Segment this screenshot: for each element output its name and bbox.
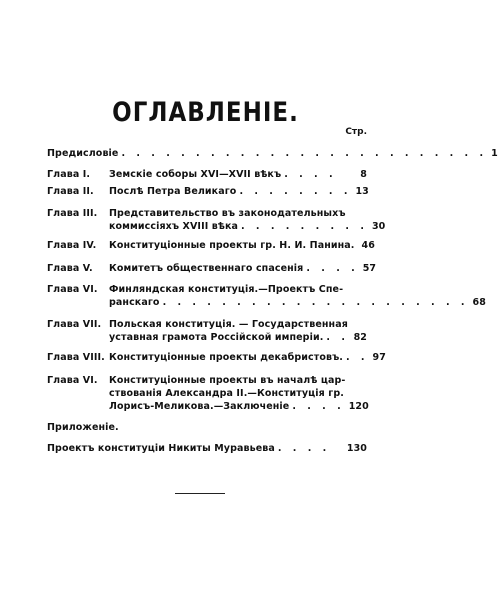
toc-entry-chapter-9[interactable] (47, 374, 367, 413)
toc-leader-dots: . . . . . . . . (239, 186, 352, 197)
toc-entry-chapter-8[interactable] (47, 351, 386, 364)
toc-entry-text: ранскаго (109, 297, 160, 308)
toc-entry-text: Земскіе соборы XVI—XVII вѣкъ (109, 169, 282, 180)
toc-entry-chapter-6[interactable] (47, 283, 486, 309)
toc-entry-text: Послѣ Петра Великаго (109, 186, 237, 197)
toc-chapter-label: Глава VIII. (47, 352, 105, 363)
toc-entry-text: Конституціонные проекты декабристовъ. (109, 352, 344, 363)
toc-leader-dots: . . . . (292, 401, 345, 412)
toc-entry-text: Приложеніе. (47, 422, 119, 433)
toc-page-number: 46 (361, 240, 375, 251)
toc-entry-preface[interactable] (47, 147, 498, 160)
toc-entry-text: Польская конституція. — Государственная (109, 319, 348, 330)
page-title: ОГЛАВЛЕНІЕ. (112, 98, 299, 128)
toc-entry-text: уставная грамота Россійской имперіи. (109, 332, 324, 343)
pages-column-label: Стр. (345, 127, 367, 137)
toc-entry-text: Финляндская конституція.—Проектъ Спе- (109, 284, 344, 295)
toc-entry-text: Конституціонные проекты въ началѣ цар- (109, 375, 346, 386)
toc-page-number: 120 (348, 401, 369, 412)
toc-entry-appendix-heading (47, 421, 367, 434)
toc-entry-text: ствованія Александра II.—Конституція гр. (109, 388, 344, 399)
toc-chapter-label: Глава IV. (47, 240, 97, 251)
toc-leader-dots: . . (326, 332, 349, 343)
toc-entry-chapter-2[interactable] (47, 185, 367, 198)
toc-chapter-label: Глава II. (47, 186, 94, 197)
closing-rule (175, 493, 225, 494)
toc-entry-chapter-1[interactable] (47, 168, 367, 181)
toc-chapter-label: Глава VI. (47, 375, 98, 386)
toc-entry-chapter-4[interactable] (47, 239, 375, 252)
toc-leader-dots: . . . . . . . . . . . . . . . . . . . . . . . . . (121, 148, 488, 159)
toc-entry-chapter-3[interactable] (47, 207, 386, 233)
toc-chapter-label: Глава III. (47, 208, 98, 219)
toc-leader-dots: . . . . (306, 263, 359, 274)
toc-chapter-label: Глава I. (47, 169, 91, 180)
toc-page-number: 82 (353, 332, 367, 343)
toc-page-number: 30 (371, 221, 386, 232)
toc-chapter-label: Глава VI. (47, 284, 98, 295)
toc-chapter-label: Глава V. (47, 263, 93, 274)
toc-entry-text: Конституціонные проекты гр. Н. И. Панина. (109, 240, 355, 251)
toc-page-number: 97 (372, 352, 386, 363)
toc-leader-dots: . . . . (284, 169, 337, 180)
toc-page-number: 130 (346, 443, 367, 454)
toc-entry-appendix[interactable] (47, 442, 367, 455)
toc-page-number: 13 (355, 186, 369, 197)
toc-page-number: 1 (491, 148, 498, 159)
toc-leader-dots: . . . . . . . . . . . . . . . . . . . . . (162, 297, 469, 308)
toc-entry-text: Представительство въ законодательныхъ (109, 208, 346, 219)
toc-page-number: 57 (362, 263, 377, 274)
toc-entry-text: Лорисъ-Меликова.—Заключеніе (109, 401, 290, 412)
toc-entry-text: Комитетъ общественнаго спасенія (109, 263, 304, 274)
toc-leader-dots: . . (346, 352, 369, 363)
toc-leader-dots: . . . . . . . . . (241, 221, 368, 232)
toc-chapter-label: Глава VII. (47, 319, 102, 330)
toc-leader-dots: . . . . (277, 443, 331, 454)
toc-entry-text: Предисловіе (47, 148, 119, 159)
toc-page-number: 8 (360, 169, 367, 180)
toc-page-number: 68 (472, 297, 486, 308)
toc-entry-chapter-7[interactable] (47, 318, 367, 344)
toc-entry-chapter-5[interactable] (47, 262, 377, 275)
toc-entry-text: коммиссіяхъ XVIII вѣка (109, 221, 239, 232)
toc-entry-text: Проектъ конституціи Никиты Муравьева (47, 443, 275, 454)
